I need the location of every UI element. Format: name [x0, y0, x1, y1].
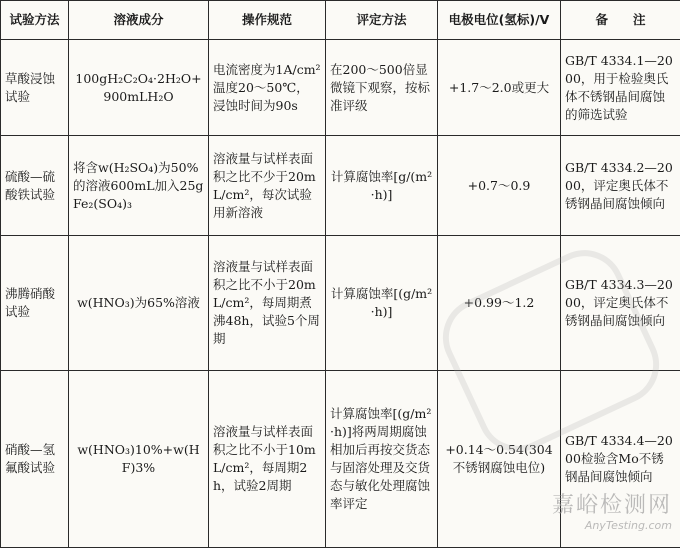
cell-note: GB/T 4334.2—2000，评定奥氏体不锈钢晶间腐蚀倾向 [561, 136, 680, 236]
cell-solution: w(HNO₃)10%+w(HF)3% [69, 371, 209, 548]
cell-method: 沸腾硝酸试验 [1, 236, 69, 371]
cell-potential: +0.99～1.2 [438, 236, 561, 371]
table-row [1, 371, 680, 548]
cell-method: 硝酸—氢氟酸试验 [1, 371, 69, 548]
header-row [1, 1, 680, 40]
table-row [1, 40, 680, 136]
header-evaluation: 评定方法 [326, 1, 438, 40]
cell-potential: +0.14～0.54(304不锈钢腐蚀电位) [438, 371, 561, 548]
cell-solution: 100gH₂C₂O₄·2H₂O+900mLH₂O [69, 40, 209, 136]
header-potential: 电极电位(氢标)/V [438, 1, 561, 40]
cell-solution: w(HNO₃)为65%溶液 [69, 236, 209, 371]
cell-operation: 溶液量与试样表面积之比不少于20mL/cm²，每次试验用新溶液 [209, 136, 326, 236]
cell-solution: 将含w(H₂SO₄)为50%的溶液600mL加入25gFe₂(SO₄)₃ [69, 136, 209, 236]
cell-potential: +0.7～0.9 [438, 136, 561, 236]
cell-note: GB/T 4334.1—2000，用于检验奥氏体不锈钢晶间腐蚀的筛选试验 [561, 40, 680, 136]
cell-note: GB/T 4334.4—2000检验含Mo不锈钢晶间腐蚀倾向 [561, 371, 680, 548]
cell-operation: 电流密度为1A/cm² 温度20～50℃，浸蚀时间为90s [209, 40, 326, 136]
watermark-en: AnyTesting.com [552, 519, 672, 532]
cell-evaluation: 计算腐蚀率[(g/m²·h)]将两周期腐蚀相加后再按交货态与固溶处理及交货态与敏化处理腐蚀率评定 [326, 371, 438, 548]
header-solution: 溶液成分 [69, 1, 209, 40]
cell-operation: 溶液量与试样表面积之比不小于20mL/cm²，每周期煮沸48h，试验5个周期 [209, 236, 326, 371]
cell-evaluation: 在200～500倍显微镜下观察，按标准评级 [326, 40, 438, 136]
cell-evaluation: 计算腐蚀率[(g/m²·h)] [326, 236, 438, 371]
cell-method: 硫酸—硫酸铁试验 [1, 136, 69, 236]
table-row [1, 236, 680, 371]
cell-note: GB/T 4334.3—2000，评定奥氏体不锈钢晶间腐蚀倾向 [561, 236, 680, 371]
cell-method: 草酸浸蚀试验 [1, 40, 69, 136]
watermark-cn: 嘉峪检测网 [552, 488, 672, 519]
cell-potential: +1.7～2.0或更大 [438, 40, 561, 136]
cell-operation: 溶液量与试样表面积之比不小于10mL/cm²，每周期2h，试验2周期 [209, 371, 326, 548]
cell-evaluation: 计算腐蚀率[g/(m²·h)] [326, 136, 438, 236]
header-operation: 操作规范 [209, 1, 326, 40]
header-test-method: 试验方法 [1, 1, 69, 40]
header-note: 备 注 [561, 1, 680, 40]
table-row [1, 136, 680, 236]
